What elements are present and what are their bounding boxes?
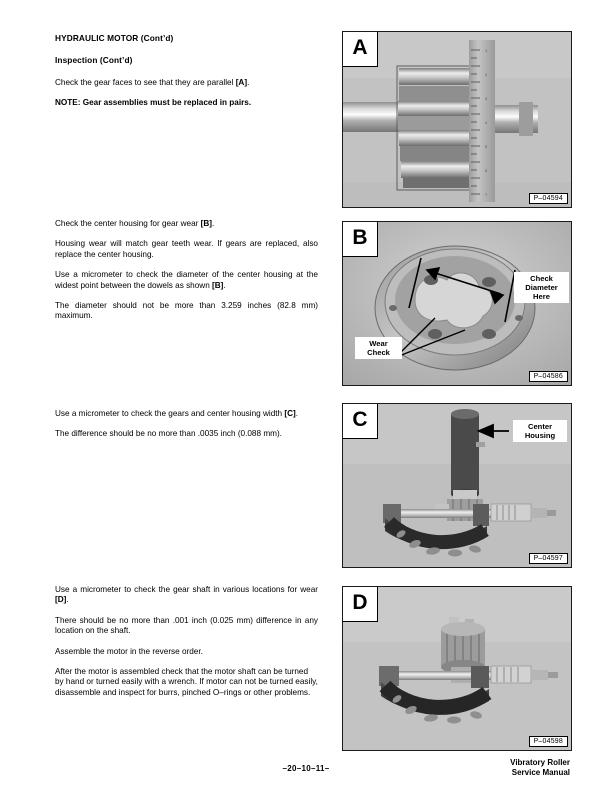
figure-c: [342, 403, 572, 568]
text-column-b: [55, 219, 318, 322]
figure-label-c: C: [342, 403, 378, 439]
section-heading-hydraulic-motor: HYDRAULIC MOTOR (Cont’d): [55, 33, 174, 43]
paragraph-b-3-text: Use a micrometer to check the diameter of the center housing at the widest point between the dowels as shown: [55, 270, 318, 290]
paragraph-b-3: [55, 270, 318, 291]
text-column-d: [55, 585, 318, 698]
svg-text:6: 6: [485, 168, 488, 173]
svg-text:7: 7: [485, 192, 488, 197]
paragraph-d-1: [55, 585, 318, 606]
paragraph-a-1-text: Check the gear faces to see that they are parallel: [55, 78, 236, 87]
svg-text:3: 3: [485, 96, 488, 101]
paragraph-b-1-end: .: [212, 219, 215, 228]
paragraph-c-1-text: Use a micrometer to check the gears and center housing width: [55, 409, 285, 418]
manual-subtitle: Service Manual: [511, 767, 570, 777]
figure-b: [342, 221, 572, 386]
paragraph-b-2: Housing wear will match gear teeth wear. If gears are replaced, also replace the center housing.: [55, 239, 318, 259]
page-number: –20–10–11–: [282, 764, 330, 773]
paragraph-c-1: [55, 409, 318, 419]
svg-text:5: 5: [485, 144, 488, 149]
paragraph-b-1-text: Check the center housing for gear wear: [55, 219, 201, 228]
callout-line-diameter: Diameter: [525, 283, 558, 292]
svg-text:1: 1: [485, 48, 488, 53]
paragraph-c-1-end: .: [295, 409, 299, 418]
callout-line-check2: Check: [367, 348, 390, 357]
paragraph-b-4: The diameter should not be more than 3.259 inches (82.8 mm) maximum.: [55, 301, 318, 321]
paragraph-c-2: The difference should be no more than .0035 inch (0.088 mm).: [55, 429, 282, 439]
paragraph-a-1-end: .: [247, 78, 250, 87]
callout-line-wear: Wear: [369, 339, 388, 348]
paragraph-d-1-text: Use a micrometer to check the gear shaft in various locations for wear: [55, 585, 318, 594]
figure-label-d: D: [342, 586, 378, 622]
paragraph-d-2: There should be no more than .001 inch (0.025 mm) difference in any location on the shaft.: [55, 615, 318, 636]
photo-code-d: P–04598: [529, 736, 568, 747]
svg-text:2: 2: [485, 72, 488, 77]
svg-text:4: 4: [485, 120, 488, 125]
callout-check-diameter-here: [514, 272, 569, 303]
text-column-a: [55, 33, 318, 109]
figure-ref-c: [C]: [284, 409, 296, 418]
figure-label-a: A: [342, 31, 378, 67]
paragraph-b-1: [55, 219, 318, 229]
photo-code-b: P–04586: [529, 371, 568, 382]
manual-identifier: [510, 758, 570, 777]
callout-line-housing: Housing: [524, 431, 556, 440]
callout-wear-check: [355, 337, 402, 359]
note-gear-assemblies: NOTE: Gear assemblies must be replaced in pairs.: [55, 98, 252, 108]
paragraph-d-1-end: .: [66, 595, 69, 605]
figure-a: [342, 31, 572, 208]
text-column-c: [55, 409, 318, 440]
callout-line-check: Check: [530, 274, 553, 283]
figure-ref-a: [A]: [235, 78, 248, 87]
photo-code-a: P–04594: [529, 193, 568, 204]
paragraph-b-3-end: .: [223, 280, 226, 290]
figure-label-b: B: [342, 221, 378, 257]
paragraph-d-4: After the motor is assembled check that the motor shaft can be turned by hand or turned easily with a wrench. If motor can not be turned easily, disassemble and inspect for burrs, pinched O–rings or other problems.: [55, 667, 318, 697]
figure-ref-d: [D]: [55, 595, 67, 605]
figure-d: [342, 586, 572, 751]
paragraph-a-1: [55, 78, 318, 88]
manual-title: Vibratory Roller: [510, 758, 570, 767]
figure-ref-b-1: [B]: [200, 219, 213, 228]
callout-center-housing: [513, 420, 567, 442]
photo-code-c: P–04597: [529, 553, 568, 564]
section-heading-inspection: Inspection (Cont’d): [55, 55, 133, 65]
figure-ref-b-2: [B]: [212, 280, 224, 290]
callout-line-center: Center: [527, 422, 553, 431]
paragraph-d-3: Assemble the motor in the reverse order.: [55, 646, 203, 656]
callout-line-here: Here: [533, 292, 550, 301]
